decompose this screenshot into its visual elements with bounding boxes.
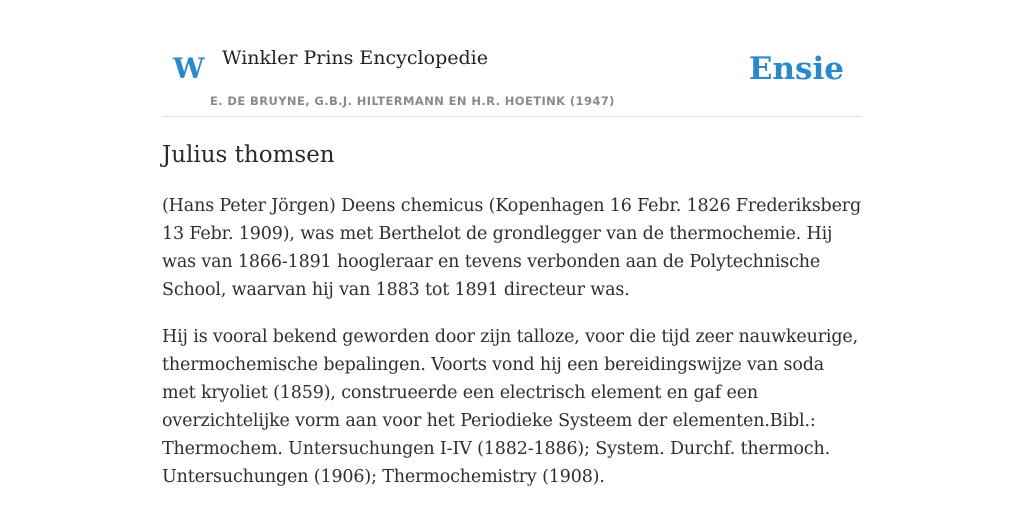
article-body — [162, 192, 862, 510]
publication-logo[interactable]: W — [173, 52, 205, 85]
publication-title[interactable]: Winkler Prins Encyclopedie — [222, 47, 488, 69]
publication-header — [162, 0, 862, 117]
article-title: Julius thomsen — [162, 142, 335, 168]
article-paragraph: Hij is vooral bekend geworden door zijn talloze, voor die tijd zeer nauwkeurige, thermochemische bepalingen. Voorts vond hij een bereidingswijze van soda met kryoliet (1859), construeerde een electrisch element en gaf een overzichtelijke vorm aan voor het Periodieke Systeem der elementen.Bibl.: Thermochem. Untersuchungen I-IV (1882-1886); System. Durchf. thermoch. Untersuchungen (1906); Thermochemistry (1908). — [162, 327, 859, 487]
ensie-brand-link[interactable]: Ensie — [748, 51, 844, 87]
article-paragraph: (Hans Peter Jörgen) Deens chemicus (Kopenhagen 16 Febr. 1826 Frederiksberg 13 Febr. 1909), was met Berthelot de grondlegger van de thermochemie. Hij was van 1866-1891 hoogleraar en tevens verbonden aan de Polytechnische School, waarvan hij van 1883 tot 1891 directeur was. — [162, 196, 862, 300]
page-container — [162, 0, 862, 512]
publication-authors: E. DE BRUYNE, G.B.J. HILTERMANN EN H.R. HOETINK (1947) — [210, 94, 615, 108]
